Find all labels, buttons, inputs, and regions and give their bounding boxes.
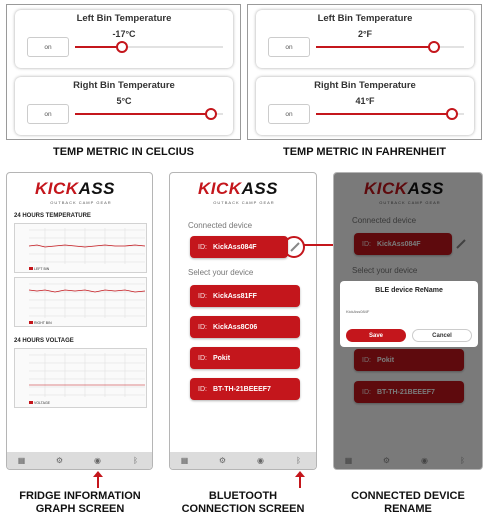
fahrenheit-caption: TEMP METRIC IN FAHRENHEIT	[283, 146, 446, 158]
temp-graph-left	[14, 223, 147, 273]
right-bin-title: Right Bin Temperature	[314, 80, 416, 91]
celsius-panel	[6, 4, 241, 140]
fahrenheit-panel	[247, 4, 482, 140]
bluetooth-icon[interactable]: ᛒ	[296, 456, 301, 465]
bottom-nav	[170, 452, 316, 469]
settings-icon[interactable]: ⚙	[218, 456, 227, 465]
temp-graph-right	[14, 277, 147, 327]
rename-dialog	[340, 281, 478, 347]
home-icon[interactable]: ▦	[344, 456, 353, 465]
dialog-title: BLE device ReName	[375, 287, 443, 294]
left-bin-title: Left Bin Temperature	[317, 13, 413, 24]
rename-screen	[333, 172, 483, 470]
temp-legend-left: LEFT BIN	[29, 267, 49, 271]
right-bin-card-c	[15, 77, 233, 135]
left-bin-slider[interactable]	[316, 46, 464, 48]
slider-thumb[interactable]	[205, 108, 217, 120]
slider-thumb[interactable]	[428, 41, 440, 53]
graph-caption: FRIDGE INFORMATION GRAPH SCREEN	[19, 490, 141, 515]
left-bin-value: -17°C	[112, 29, 136, 39]
right-bin-title: Right Bin Temperature	[73, 80, 175, 91]
left-bin-slider[interactable]	[75, 46, 223, 48]
bottom-nav	[334, 452, 482, 469]
right-bin-value: 5°C	[116, 96, 132, 106]
bluetooth-caption: BLUETOOTH CONNECTION SCREEN	[181, 490, 305, 515]
voltage-legend: VOLTAGE	[29, 401, 50, 405]
left-bin-on-button[interactable]: on	[27, 37, 69, 57]
kickass-logo: KICKASS	[198, 179, 279, 198]
info-icon[interactable]: ◉	[257, 456, 264, 465]
device-button[interactable]: ID: Pokit	[190, 347, 300, 369]
logo-tagline: OUTBACK CAMP GEAR	[50, 200, 112, 205]
arrow-up-icon	[294, 471, 306, 489]
bluetooth-screen	[169, 172, 317, 470]
voltage-graph-svg	[15, 349, 148, 409]
left-bin-card-c	[15, 10, 233, 68]
bluetooth-icon[interactable]: ᛒ	[133, 456, 138, 465]
arrow-up-icon	[92, 471, 104, 489]
left-bin-title: Left Bin Temperature	[76, 13, 172, 24]
right-bin-slider[interactable]	[316, 113, 464, 115]
voltage-graph-label: 24 HOURS VOLTAGE	[14, 338, 74, 344]
slider-fill	[316, 113, 452, 115]
slider-fill	[75, 113, 211, 115]
slider-thumb[interactable]	[116, 41, 128, 53]
kickass-logo: KICKASS	[35, 179, 116, 198]
info-icon[interactable]: ◉	[421, 456, 428, 465]
graph-screen	[6, 172, 153, 470]
cancel-button[interactable]: Cancel	[412, 329, 472, 342]
edit-callout-circle	[283, 236, 305, 258]
rename-caption: CONNECTED DEVICE RENAME	[351, 490, 465, 515]
left-bin-value: 2°F	[357, 29, 373, 39]
bottom-nav	[7, 452, 152, 469]
right-bin-value: 41°F	[355, 96, 375, 106]
rename-input[interactable]: KickAss084F	[346, 309, 370, 314]
slider-fill	[75, 46, 122, 48]
connected-device-button[interactable]: ID: KickAss084F	[190, 236, 288, 258]
home-icon[interactable]: ▦	[180, 456, 189, 465]
left-bin-on-button[interactable]: on	[268, 37, 310, 57]
save-button[interactable]: Save	[346, 329, 406, 342]
device-button[interactable]: ID: KickAss8C06	[190, 316, 300, 338]
left-bin-card-f	[256, 10, 474, 68]
home-icon[interactable]: ▦	[17, 456, 26, 465]
temp-graph-label: 24 HOURS TEMPERATURE	[14, 213, 91, 219]
temp-legend-right: RIGHT BIN	[29, 321, 52, 325]
connected-device-label: Connected device	[188, 221, 253, 230]
device-button[interactable]: ID: BT-TH-21BEEEF7	[190, 378, 300, 400]
slider-fill	[316, 46, 434, 48]
right-bin-slider[interactable]	[75, 113, 223, 115]
right-bin-on-button[interactable]: on	[268, 104, 310, 124]
settings-icon[interactable]: ⚙	[382, 456, 391, 465]
select-device-label: Select your device	[188, 268, 254, 277]
bluetooth-icon[interactable]: ᛒ	[460, 456, 465, 465]
device-button[interactable]: ID: KickAss81FF	[190, 285, 300, 307]
slider-thumb[interactable]	[446, 108, 458, 120]
right-bin-card-f	[256, 77, 474, 135]
right-bin-on-button[interactable]: on	[27, 104, 69, 124]
settings-icon[interactable]: ⚙	[55, 456, 64, 465]
info-icon[interactable]: ◉	[94, 456, 101, 465]
logo-tagline: OUTBACK CAMP GEAR	[213, 200, 275, 205]
voltage-graph	[14, 348, 147, 408]
celsius-caption: TEMP METRIC IN CELCIUS	[53, 146, 194, 158]
